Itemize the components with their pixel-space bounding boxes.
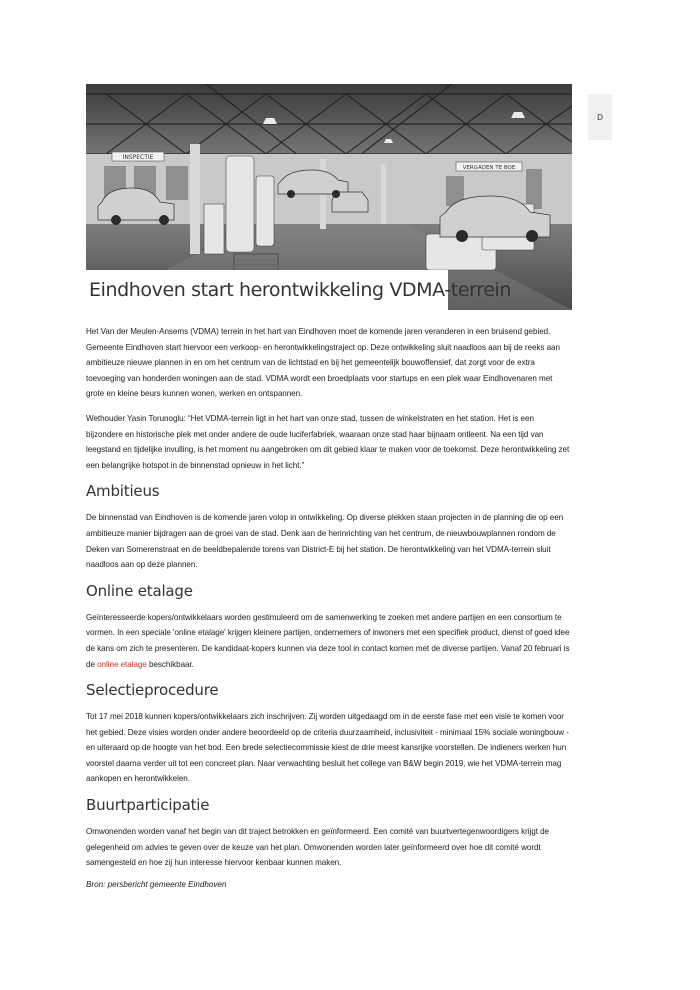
online-text-after: beschikbaar. [146, 659, 194, 669]
title-box [86, 270, 512, 310]
sign-left: INSPECTIE [122, 154, 154, 161]
online-text-before: Geïnteresseerde kopers/ontwikkelaars worden gestimuleerd om de samenwerking te zoeken met andere partijen en een consortium te vormen. In een speciale 'online etalage' krijgen kleinere partijen, ondernemers of inwoners met een specifiek product, dienst of goed idee de kans om zich te presenteren. De kandidaat-kopers kunnen via deze tool in contact komen met de diverse partijen. Vanaf 20 februari is de [86, 612, 570, 669]
article-body [86, 324, 572, 889]
intro-paragraph-1: Het Van der Meulen-Ansems (VDMA) terrein in het hart van Eindhoven moet de komende jaren veranderen in een bruisend gebied. Gemeente Eindhoven start hiervoor een verkoop- en herontwikkelingstraject op. Deze ontwikkeling sluit naadloos aan bij de reeks aan ambitieuze nieuwe plannen in en om het centrum van de lichtstad en bij het gemeentelijk bouwoffensief, dat zorgt voor de extra toevoeging van honderden woningen aan de stad. VDMA wordt een broedplaats voor startups en een plek waar Eindhovenaren met grote en kleine beurs kunnen wonen, werken en ontspannen. [86, 327, 560, 399]
article [86, 84, 572, 889]
page-title: Eindhoven start herontwikkeling VDMA-terrein [89, 279, 512, 301]
paragraph-buurtparticipatie: Omwonenden worden vanaf het begin van dit traject betrokken en geïnformeerd. Een comité van buurtvertegenwoordigers krijgt de gelegenheid om advies te geven over de keuze van het plan. Omwonenden worden later geïnformeerd over hoe dit comité wordt samengesteld en hoe zij hun interesse hiervoor kenbaar kunnen maken. [86, 827, 550, 868]
hero-image [86, 84, 572, 310]
source-credit: Bron: persbericht gemeente Eindhoven [86, 879, 227, 889]
paragraph-ambitieus: De binnenstad van Eindhoven is de komende jaren volop in ontwikkeling. Op diverse plekken staan projecten in de planning die op een ambitieuze manier bijdragen aan de groei van de stad. Denk aan de herinrichting van het centrum, de nieuwbouwplannen rondom de Deken van Somerenstraat en de beeldbepalende torens van District-E bij het station. De herontwikkeling van het VDMA-terrein sluit naadloos aan op deze plannen. [86, 513, 564, 570]
edge-tab[interactable] [588, 94, 612, 140]
intro-paragraph-2: Wethouder Yasin Torunoglu: “Het VDMA-terrein ligt in het hart van onze stad, tussen de winkelstraten en het station. Het is een bijzondere en historische plek met onder andere de oude luciferfabriek, waaraan onze stad haar bijnaam ontleent. Na een tijd van leegstand en tijdelijke invulling, is het moment nu aangebroken om dit gebied klaar te maken voor de toekomst. Deze herontwikkeling zet een belangrijke hotspot in de binnenstad opnieuw in het licht.” [86, 413, 570, 470]
edge-tab-label: D [597, 112, 603, 122]
paragraph-online-etalage [86, 610, 572, 672]
paragraph-selectieprocedure: Tot 17 mei 2018 kunnen kopers/ontwikkelaars zich inschrijven. Zij worden uitgedaagd om in de eerste fase met een visie te komen voor het gebied. Deze visies worden onder andere beoordeeld op de criteria duurzaamheid, inclusiviteit - minimaal 15% sociale woningbouw - en uiteraard op de hoogte van het bod. Een brede selectiecommissie kiest de drie meest kansrijke voorstellen. De indieners werken hun voorstel daarna verder uit tot een concreet plan. Naar verwachting besluit het college van B&W begin 2019, wie het VDMA-terrein mag aankopen en herontwikkelen. [86, 712, 569, 784]
heading-ambitieus: Ambitieus [86, 482, 160, 501]
heading-online-etalage: Online etalage [86, 581, 193, 600]
heading-buurtparticipatie: Buurtparticipatie [86, 796, 210, 815]
sign-right: VERGADEN TE BOE [462, 165, 516, 171]
heading-selectieprocedure: Selectieprocedure [86, 681, 219, 700]
online-etalage-link[interactable]: online etalage [97, 659, 147, 669]
